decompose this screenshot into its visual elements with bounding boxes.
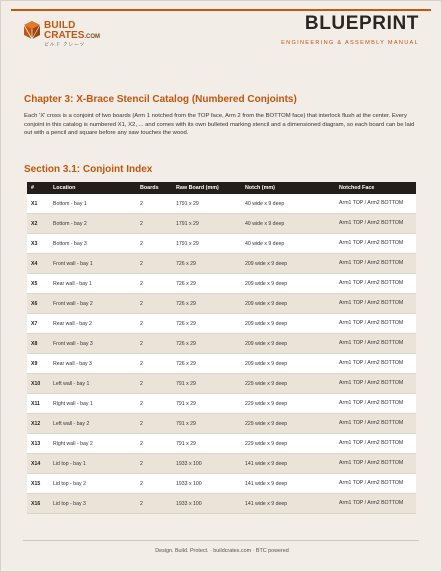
page-footer: Design. Build. Protect. · buildcrates.com · BTC powered (155, 548, 289, 554)
table-cell: 209 wide x 9 deep (241, 254, 335, 274)
conjoint-id: X6 (27, 294, 49, 314)
table-cell: 1791 x 29 (172, 214, 241, 234)
table-row (27, 214, 416, 234)
table-cell: Rear wall - bay 3 (49, 354, 136, 374)
table-cell: Rear wall - bay 1 (49, 274, 136, 294)
table-cell: 2 (136, 494, 172, 514)
conjoint-id: X5 (27, 274, 49, 294)
table-header-row (27, 182, 416, 194)
table-cell: 791 x 29 (172, 374, 241, 394)
table-cell: 2 (136, 374, 172, 394)
conjoint-id: X16 (27, 494, 49, 514)
table-cell: 40 wide x 9 deep (241, 234, 335, 254)
table-cell: 209 wide x 9 deep (241, 354, 335, 374)
table-cell: Front wall - bay 3 (49, 334, 136, 354)
chapter-title: Chapter 3: X-Brace Stencil Catalog (Numbered Conjoints) (24, 94, 297, 105)
table-cell: Bottom - bay 2 (49, 214, 136, 234)
table-cell: 726 x 29 (172, 314, 241, 334)
table-cell: 229 wide x 9 deep (241, 414, 335, 434)
table-cell: 2 (136, 454, 172, 474)
table-cell: Arm1 TOP / Arm2 BOTTOM (335, 494, 416, 514)
table-row (27, 454, 416, 474)
table-cell: 2 (136, 314, 172, 334)
conjoint-id: X12 (27, 414, 49, 434)
logo-line-katakana: ビルド クレーツ (44, 42, 85, 48)
column-header: Raw Board (mm) (172, 182, 241, 194)
table-cell: Lid top - bay 2 (49, 474, 136, 494)
table-cell: Arm1 TOP / Arm2 BOTTOM (335, 354, 416, 374)
table-cell: 1791 x 29 (172, 234, 241, 254)
conjoint-id: X7 (27, 314, 49, 334)
table-cell: 2 (136, 414, 172, 434)
table-cell: Arm1 TOP / Arm2 BOTTOM (335, 454, 416, 474)
column-header: # (27, 182, 49, 194)
table-cell: Arm1 TOP / Arm2 BOTTOM (335, 394, 416, 414)
table-cell: Front wall - bay 1 (49, 254, 136, 274)
logo-line-crates: CRATES.COM (44, 30, 101, 41)
document-title: BLUEPRINT (304, 13, 419, 34)
table-cell: 2 (136, 354, 172, 374)
table-cell: 209 wide x 9 deep (241, 334, 335, 354)
conjoint-id: X2 (27, 214, 49, 234)
table-cell: Arm1 TOP / Arm2 BOTTOM (335, 334, 416, 354)
footer-rule (23, 540, 419, 541)
table-cell: 209 wide x 9 deep (241, 314, 335, 334)
table-cell: Arm1 TOP / Arm2 BOTTOM (335, 214, 416, 234)
column-header: Notched Face (335, 182, 416, 194)
table-cell: 229 wide x 9 deep (241, 394, 335, 414)
table-cell: Lid top - bay 3 (49, 494, 136, 514)
table-row (27, 294, 416, 314)
table-row (27, 434, 416, 454)
conjoint-id: X4 (27, 254, 49, 274)
table-cell: Arm1 TOP / Arm2 BOTTOM (335, 414, 416, 434)
table-cell: Left wall - bay 1 (49, 374, 136, 394)
table-cell: 2 (136, 474, 172, 494)
conjoint-id: X13 (27, 434, 49, 454)
table-cell: Bottom - bay 3 (49, 234, 136, 254)
document-subtitle: ENGINEERING & ASSEMBLY MANUAL (281, 40, 419, 46)
table-cell: 791 x 29 (172, 394, 241, 414)
table-cell: 1933 x 100 (172, 494, 241, 514)
table-cell: 2 (136, 254, 172, 274)
table-cell: Arm1 TOP / Arm2 BOTTOM (335, 294, 416, 314)
table-cell: Lid top - bay 1 (49, 454, 136, 474)
table-cell: Rear wall - bay 2 (49, 314, 136, 334)
chapter-intro: Each 'X' cross is a conjoint of two boards (Arm 1 notched from the TOP face, Arm 2 from the BOTTOM face) that interlock flush at the center. Every conjoint in this catalog is numbered X1, X2, ... and comes with its own bulleted marking stencil and a dimensioned diagram, so each board can be laid out with a pencil and square before any saw touches the wood. (24, 113, 415, 137)
conjoint-id: X8 (27, 334, 49, 354)
table-cell: 726 x 29 (172, 254, 241, 274)
table-cell: 141 wide x 9 deep (241, 494, 335, 514)
table-cell: 1791 x 29 (172, 194, 241, 214)
table-cell: 2 (136, 214, 172, 234)
table-cell: 229 wide x 9 deep (241, 374, 335, 394)
table-cell: 141 wide x 9 deep (241, 454, 335, 474)
table-cell: 2 (136, 334, 172, 354)
header-rule (11, 9, 431, 11)
table-cell: 209 wide x 9 deep (241, 274, 335, 294)
table-cell: 141 wide x 9 deep (241, 474, 335, 494)
table-cell: 2 (136, 434, 172, 454)
conjoint-id: X11 (27, 394, 49, 414)
table-cell: 2 (136, 234, 172, 254)
conjoint-id: X3 (27, 234, 49, 254)
table-cell: Arm1 TOP / Arm2 BOTTOM (335, 434, 416, 454)
table-cell: 726 x 29 (172, 274, 241, 294)
table-row (27, 314, 416, 334)
table-cell: 40 wide x 9 deep (241, 194, 335, 214)
table-row (27, 354, 416, 374)
table-cell: 726 x 29 (172, 294, 241, 314)
logo-line-build: BUILD (44, 20, 76, 31)
table-cell: 791 x 29 (172, 414, 241, 434)
table-body (27, 194, 416, 514)
table-cell: 791 x 29 (172, 434, 241, 454)
table-cell: Arm1 TOP / Arm2 BOTTOM (335, 374, 416, 394)
table-cell: 1933 x 100 (172, 474, 241, 494)
table-row (27, 374, 416, 394)
table-row (27, 474, 416, 494)
table-row (27, 254, 416, 274)
table-cell: 2 (136, 394, 172, 414)
table-cell: Arm1 TOP / Arm2 BOTTOM (335, 474, 416, 494)
table-row (27, 234, 416, 254)
conjoint-id: X9 (27, 354, 49, 374)
table-cell: 2 (136, 274, 172, 294)
table-cell: Arm1 TOP / Arm2 BOTTOM (335, 314, 416, 334)
conjoint-id: X10 (27, 374, 49, 394)
table-cell: Right wall - bay 1 (49, 394, 136, 414)
section-title: Section 3.1: Conjoint Index (24, 164, 153, 175)
table-row (27, 194, 416, 214)
table-row (27, 334, 416, 354)
table-cell: 2 (136, 294, 172, 314)
conjoint-id: X14 (27, 454, 49, 474)
table-cell: Arm1 TOP / Arm2 BOTTOM (335, 234, 416, 254)
table-row (27, 274, 416, 294)
table-row (27, 414, 416, 434)
conjoint-index-table (27, 182, 416, 514)
table-row (27, 494, 416, 514)
table-row (27, 394, 416, 414)
column-header: Notch (mm) (241, 182, 335, 194)
conjoint-id: X1 (27, 194, 49, 214)
table-cell: 229 wide x 9 deep (241, 434, 335, 454)
conjoint-id: X15 (27, 474, 49, 494)
table-cell: 1933 x 100 (172, 454, 241, 474)
table-cell: Arm1 TOP / Arm2 BOTTOM (335, 254, 416, 274)
column-header: Location (49, 182, 136, 194)
table-cell: Front wall - bay 2 (49, 294, 136, 314)
table-cell: 40 wide x 9 deep (241, 214, 335, 234)
table-cell: Left wall - bay 2 (49, 414, 136, 434)
table-cell: 726 x 29 (172, 334, 241, 354)
table-cell: Arm1 TOP / Arm2 BOTTOM (335, 274, 416, 294)
table-cell: 209 wide x 9 deep (241, 294, 335, 314)
table-cell: 2 (136, 194, 172, 214)
table-cell: Arm1 TOP / Arm2 BOTTOM (335, 194, 416, 214)
column-header: Boards (136, 182, 172, 194)
brand-logo (23, 20, 133, 52)
crate-cube-icon (23, 20, 41, 40)
table-cell: Right wall - bay 2 (49, 434, 136, 454)
table-cell: Bottom - bay 1 (49, 194, 136, 214)
table-cell: 726 x 29 (172, 354, 241, 374)
